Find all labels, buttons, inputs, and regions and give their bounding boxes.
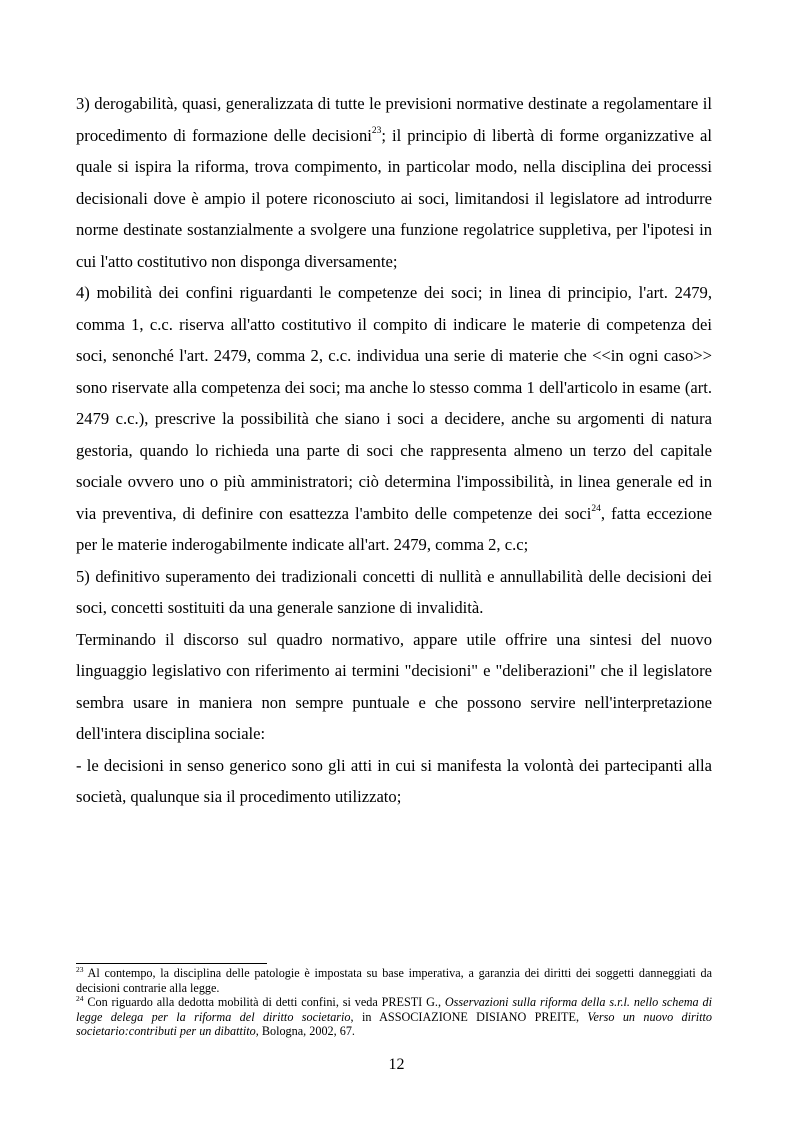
- body-text: [76, 88, 712, 813]
- footnote-separator: [76, 963, 267, 964]
- footnote-23: $^{23}$ Al contempo, la disciplina delle patologie è impostata su base imperativa, a garanzia dei diritti dei soggetti danneggiati da decisioni contrarie alla legge.: [76, 964, 712, 995]
- paragraph-item-4: 4) mobilità dei confini riguardanti le competenze dei soci; in linea di principio, l'art. 2479, comma 1, c.c. riserva all'atto costitutivo il compito di indicare le materie di competenza dei soci, senonché l'art. 2479, comma 2, c.c. individua una serie di materie che <<in ogni caso>> sono riservate alla competenza dei soci; ma anche lo stesso comma 1 dell'articolo in esame (art. 2479 c.c.), prescrive la possibilità che siano i soci a decidere, anche su argomenti di natura gestoria, quando lo richieda una parte di soci che rappresenta almeno un terzo del capitale sociale ovvero uno o più amministratori; ciò determina l'impossibilità, in linea generale ed in via preventiva, di definire con esattezza l'ambito delle competenze dei soci$^{24}$, fatta eccezione per le materie inderogabilmente indicate all'art. 2479, comma 2, c.c;: [76, 283, 712, 554]
- footnote-24: $^{24}$ Con riguardo alla dedotta mobilità di detti confini, si veda PRESTI G., Osservazioni sulla riforma della s.r.l. nello schema di legge delega per la riforma del diritto societario, in ASSOCIAZIONE DISIANO PREITE, Verso un nuovo diritto societario:contributi per un dibattito, Bologna, 2002, 67.: [76, 993, 713, 1038]
- footnotes: [76, 966, 712, 1039]
- footnote-ref-24[interactable]: 24: [591, 503, 601, 514]
- paragraph-summary: Terminando il discorso sul quadro normativo, appare utile offrire una sintesi del nuovo linguaggio legislativo con riferimento ai termini "decisioni" e "deliberazioni" che il legislatore sembra usare in maniera non sempre puntuale e che possono servire nell'interpretazione dell'intera disciplina sociale:: [76, 629, 712, 743]
- footnote-ref-23[interactable]: 23: [371, 125, 382, 136]
- page-number: 12: [388, 1056, 405, 1073]
- paragraph-decisioni: - le decisioni in senso generico sono gli atti in cui si manifesta la volontà dei partecipanti alla società, qualunque sia il procedimento utilizzato;: [76, 755, 712, 806]
- paragraph-item-3: 3) derogabilità, quasi, generalizzata di tutte le previsioni normative destinate a regolamentare il procedimento di formazione delle decisioni$^{23}$; il principio di libertà di forme organizzative al quale si ispira la riforma, trova compimento, in particolar modo, nella disciplina dei processi decisionali dove è ampio il potere riconosciuto ai soci, limitandosi il legislatore ad introdurre norme destinate sostanzialmente a svolgere una funzione regolatrice suppletiva, per l'ipotesi in cui l'atto costitutivo non disponga diversamente;: [76, 94, 712, 271]
- paragraph-item-5: 5) definitivo superamento dei tradizionali concetti di nullità e annullabilità delle decisioni dei soci, concetti sostituiti da una generale sanzione di invalidità.: [76, 566, 712, 617]
